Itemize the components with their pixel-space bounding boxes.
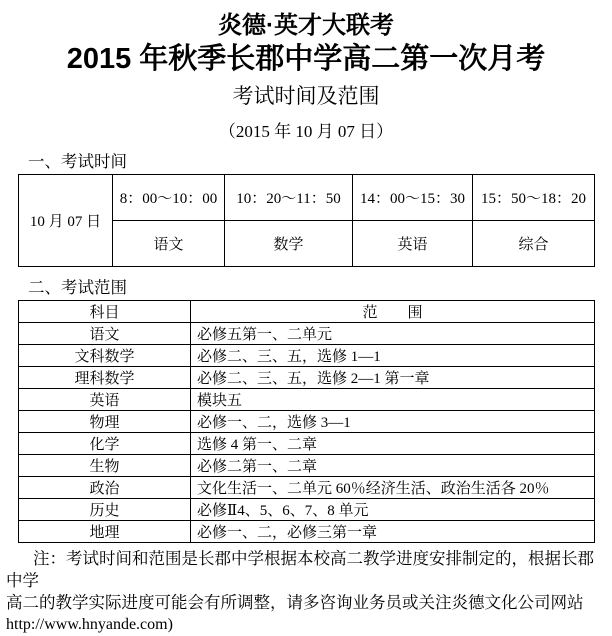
scope-range-cell: 必修二第一、二章 — [191, 455, 595, 477]
scope-subject-cell: 理科数学 — [19, 367, 191, 389]
subject-cell: 综合 — [473, 221, 595, 267]
time-slot-cell: 8：00～10：00 — [113, 175, 225, 221]
time-slot-cell: 10：20～11：50 — [225, 175, 353, 221]
scope-subject-cell: 文科数学 — [19, 345, 191, 367]
brand-title: 炎德·英才大联考 — [218, 12, 394, 39]
scope-subject-cell: 语文 — [19, 323, 191, 345]
subject-cell: 数学 — [225, 221, 353, 267]
scope-row — [19, 323, 595, 345]
scope-row — [19, 389, 595, 411]
scope-subject-cell: 化学 — [19, 433, 191, 455]
scope-row — [19, 433, 595, 455]
date-line: （2015 年 10 月 07 日） — [218, 122, 394, 141]
subject-cell: 语文 — [113, 221, 225, 267]
exam-note — [6, 548, 608, 636]
scope-range-cell: 文化生活一、二单元 60％经济生活、政治生活各 20％ — [191, 477, 595, 499]
scope-subject-cell: 历史 — [19, 499, 191, 521]
time-row — [19, 175, 595, 221]
subject-cell: 英语 — [353, 221, 473, 267]
main-title: 2015 年秋季长郡中学高二第一次月考 — [66, 43, 546, 75]
scope-range-cell: 选修 4 第一、二章 — [191, 433, 595, 455]
note-line-1: 注：考试时间和范围是长郡中学根据本校高二教学进度安排制定的，根据长郡中学 — [6, 550, 594, 590]
scope-subject-cell: 英语 — [19, 389, 191, 411]
scope-row — [19, 411, 595, 433]
scope-subject-cell: 物理 — [19, 411, 191, 433]
exam-date-cell: 10 月 07 日 — [19, 175, 113, 267]
scope-row — [19, 499, 595, 521]
scope-range-cell: 必修五第一、二单元 — [191, 323, 595, 345]
exam-time-table — [18, 174, 595, 267]
note-url: http://www.hnyande.com) — [6, 616, 173, 633]
scope-range-cell: 模块五 — [191, 389, 595, 411]
scope-range-cell: 必修二、三、五，选修 1—1 — [191, 345, 595, 367]
scope-row — [19, 367, 595, 389]
section-1-heading: 一、考试时间 — [28, 153, 127, 171]
time-slot-cell: 15：50～18：20 — [473, 175, 595, 221]
section-2-heading: 二、考试范围 — [28, 279, 127, 297]
scope-subject-cell: 生物 — [19, 455, 191, 477]
scope-range-cell: 必修一、二，必修三第一章 — [191, 521, 595, 543]
scope-subject-cell: 地理 — [19, 521, 191, 543]
scope-header-row — [19, 301, 595, 323]
scope-range-cell: 必修Ⅱ4、5、6、7、8 单元 — [191, 499, 595, 521]
scope-header-range: 范 围 — [191, 301, 595, 323]
scope-row — [19, 477, 595, 499]
subtitle: 考试时间及范围 — [232, 85, 380, 108]
scope-range-cell: 必修二、三、五，选修 2—1 第一章 — [191, 367, 595, 389]
scope-row — [19, 521, 595, 543]
scope-row — [19, 345, 595, 367]
scope-row — [19, 455, 595, 477]
note-line-2: 高二的教学实际进度可能会有所调整，请多咨询业务员或关注炎德文化公司网站 — [6, 594, 584, 612]
scope-range-cell: 必修一、二，选修 3—1 — [191, 411, 595, 433]
scope-subject-cell: 政治 — [19, 477, 191, 499]
scope-header-subject: 科目 — [19, 301, 191, 323]
time-slot-cell: 14：00～15：30 — [353, 175, 473, 221]
exam-scope-table — [18, 300, 595, 543]
